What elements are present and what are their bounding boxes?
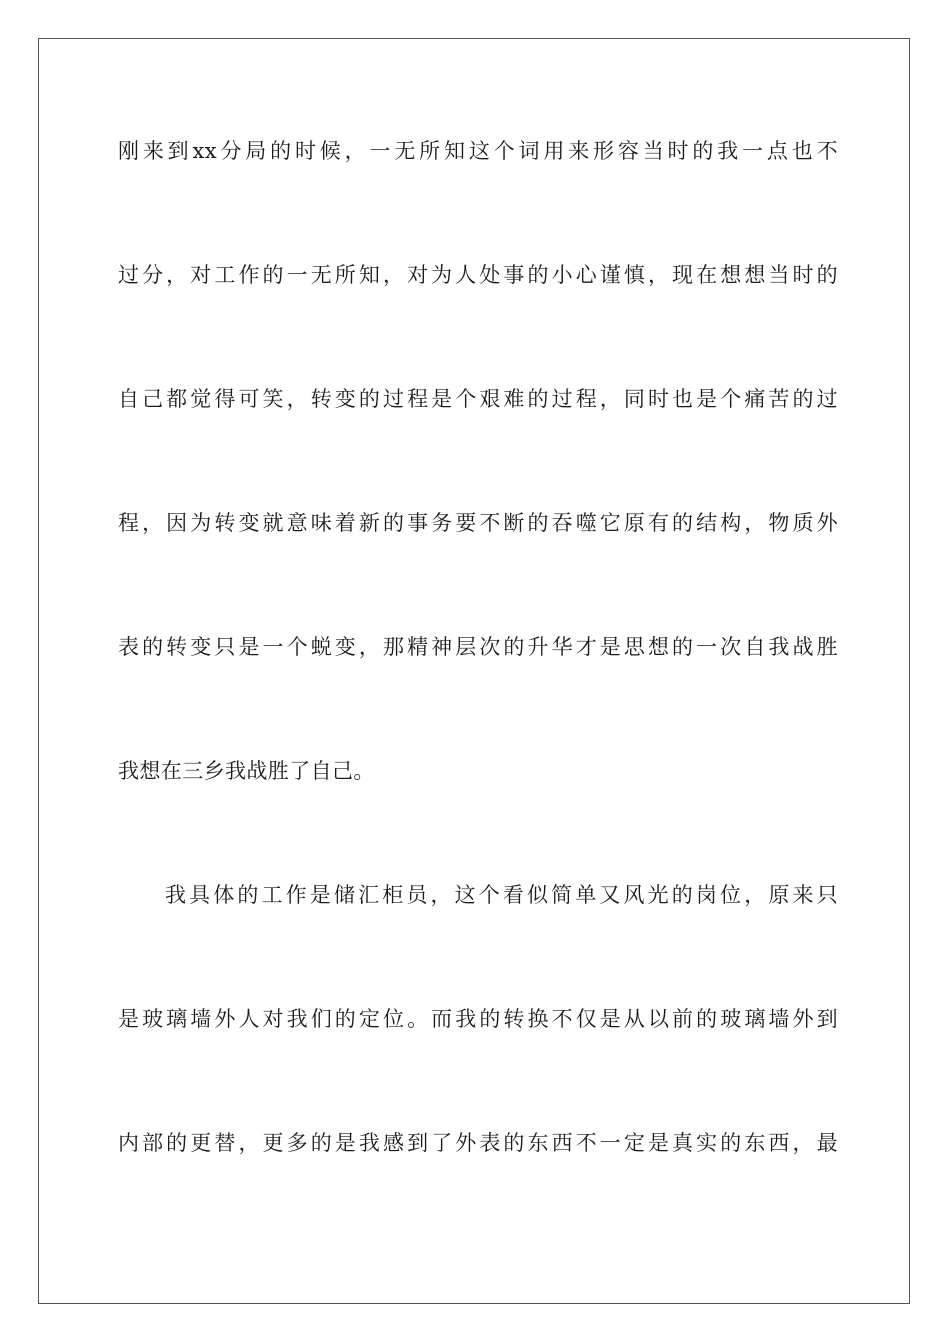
- paragraph-2-line-3: 内部的更替，更多的是我感到了外表的东西不一定是真实的东西，最: [118, 1131, 838, 1155]
- paragraph-1-line-6: 我想在三乡我战胜了自己。: [118, 759, 375, 783]
- paragraph-1-line-5: 表的转变只是一个蜕变，那精神层次的升华才是思想的一次自我战胜: [118, 635, 838, 659]
- paragraph-1-line-3: 自己都觉得可笑，转变的过程是个艰难的过程，同时也是个痛苦的过: [118, 387, 838, 411]
- paragraph-2-line-1: 我具体的工作是储汇柜员，这个看似简单又风光的岗位，原来只: [165, 883, 838, 907]
- paragraph-1-line-4: 程，因为转变就意味着新的事务要不断的吞噬它原有的结构，物质外: [118, 511, 838, 535]
- paragraph-1-line-2: 过分，对工作的一无所知，对为人处事的小心谨慎，现在想想当时的: [118, 263, 838, 287]
- page-frame: [38, 38, 910, 1304]
- paragraph-2-line-2: 是玻璃墙外人对我们的定位。而我的转换不仅是从以前的玻璃墙外到: [118, 1007, 838, 1031]
- paragraph-1-line-1: 刚来到xx分局的时候，一无所知这个词用来形容当时的我一点也不: [118, 139, 838, 163]
